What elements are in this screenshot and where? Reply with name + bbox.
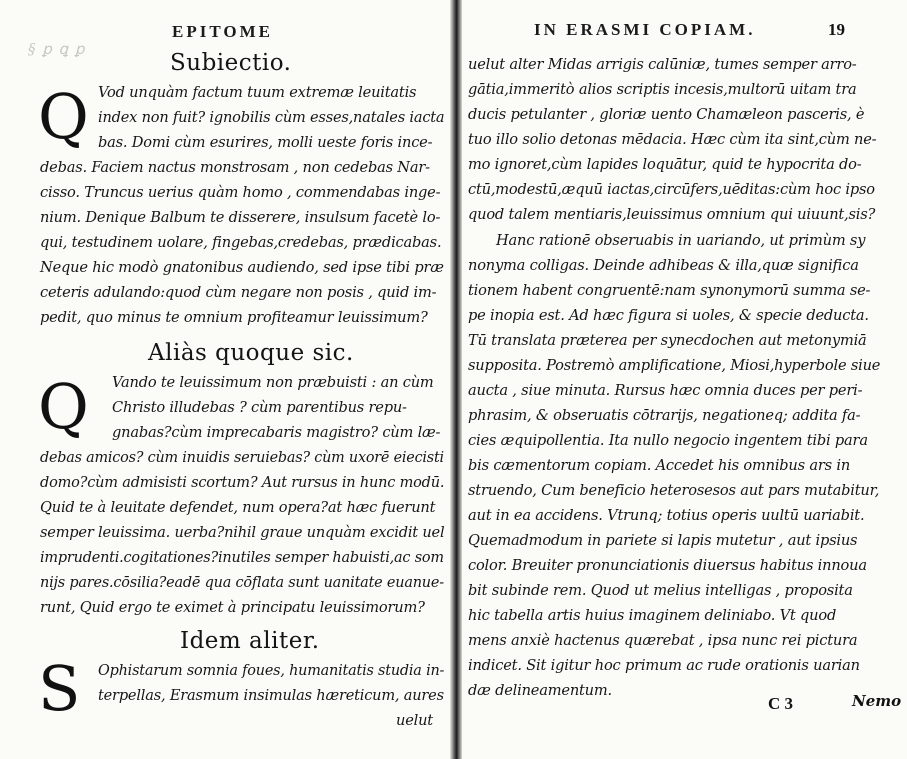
text-line: gātia,immeritò alios scriptis incesis,multorū uitam tra bbox=[468, 81, 857, 98]
text-line: supposita. Postremò amplificatione, Miosi,hyperbole siue bbox=[468, 357, 881, 374]
bleed-through-ghost-text: § ꝑ ꝗ ꝑ bbox=[28, 40, 86, 58]
text-line: bas. Domi cùm esurires, molli ueste foris ince- bbox=[98, 134, 433, 151]
catchword-left: uelut bbox=[396, 712, 433, 729]
text-line: tionem habent congruentē:nam synonymorū summa se- bbox=[468, 282, 871, 299]
text-line: color. Breuiter pronunciationis diuersus habitus innoua bbox=[468, 557, 867, 574]
text-line: Vando te leuissimum non præbuisti : an cùm bbox=[112, 374, 434, 391]
text-line: struendo, Cum beneficio heterosesos aut pars mutabitur, bbox=[468, 482, 880, 499]
section-heading-subiectio: Subiectio. bbox=[170, 50, 292, 76]
page-number: 19 bbox=[828, 20, 845, 39]
text-line: uelut alter Midas arrigis calūniæ, tumes semper arro- bbox=[468, 56, 857, 73]
text-line: Ophistarum somnia foues, humanitatis studia in- bbox=[98, 662, 445, 679]
drop-cap-initial: Q bbox=[38, 370, 89, 443]
text-line: qui, testudinem uolare, fingebas,credebas, prædicabas. bbox=[40, 234, 442, 251]
text-line: nijs pares.cōsilia?eadē qua cōflata sunt uanitate euanue- bbox=[40, 574, 444, 591]
text-line: quod talem mentiaris,leuissimus omnium qui uiuunt,sis? bbox=[468, 206, 876, 223]
section-heading-alias: Aliàs quoque sic. bbox=[148, 340, 354, 366]
text-line: debas. Faciem nactus monstrosam , non cedebas Nar- bbox=[40, 159, 430, 176]
text-line: runt, Quid ergo te eximet à principatu leuissimorum? bbox=[40, 599, 425, 616]
text-line: hic tabella artis huius imaginem deliniabo. Vt quod bbox=[468, 607, 837, 624]
text-line: nonyma colligas. Deinde adhibeas & illa,quæ significa bbox=[468, 257, 859, 274]
running-head-right: IN ERASMI COPIAM. bbox=[534, 20, 756, 39]
text-line: aucta , siue minuta. Rursus hæc omnia duces per peri- bbox=[468, 382, 863, 399]
running-head-left: EPITOME bbox=[172, 22, 273, 41]
text-line: Vod unquàm factum tuum extremæ leuitatis bbox=[98, 84, 417, 101]
drop-cap-initial: S bbox=[38, 652, 81, 725]
signature-mark: C 3 bbox=[768, 694, 794, 713]
text-line: bis cæmentorum copiam. Accedet his omnibus ars in bbox=[468, 457, 851, 474]
text-line: Neque hic modò gnatonibus audiendo, sed ipse tibi præ bbox=[40, 259, 444, 276]
text-line: imprudenti.cogitationes?inutiles semper habuisti,ac som bbox=[40, 549, 444, 566]
text-line: gnabas?cùm imprecabaris magistro? cùm læ- bbox=[112, 424, 441, 441]
text-line: Quid te à leuitate defendet, num opera?at hæc fuerunt bbox=[40, 499, 436, 516]
right-page bbox=[462, 0, 907, 759]
text-line: Quemadmodum in pariete si lapis mutetur , aut ipsius bbox=[468, 532, 858, 549]
text-line: pedit, quo minus te omnium profiteamur leuissimum? bbox=[40, 309, 428, 326]
text-line: Tū translata præterea per synecdochen aut metonymiā bbox=[468, 332, 867, 349]
text-line: cisso. Truncus uerius quàm homo , commendabas inge- bbox=[40, 184, 441, 201]
catchword-right: Nemo bbox=[852, 692, 902, 710]
text-line: mens anxiè hactenus quærebat , ipsa nunc rei pictura bbox=[468, 632, 858, 649]
text-line: phrasim, & obseruatis cōtrarijs, negationeq; addita fa- bbox=[468, 407, 861, 424]
text-line: semper leuissima. uerba?nihil graue unquàm excidit uel bbox=[40, 524, 445, 541]
text-line: mo ignoret,cùm lapides loquātur, quid te hypocrita do- bbox=[468, 156, 862, 173]
text-line: tuo illo solio detonas mēdacia. Hæc cùm ita sint,cùm ne- bbox=[468, 131, 877, 148]
drop-cap-initial: Q bbox=[38, 80, 89, 153]
text-line: debas amicos? cùm inuidis seruiebas? cùm uxorē eiecisti bbox=[40, 449, 444, 466]
text-line: ceteris adulando:quod cùm negare non posis , quid im- bbox=[40, 284, 437, 301]
text-line: aut in ea accidens. Vtrunq; totius operis uultū uariabit. bbox=[468, 507, 865, 524]
text-line: pe inopia est. Ad hæc figura si uoles, & specie deducta. bbox=[468, 307, 869, 324]
text-line: nium. Denique Balbum te disserere, insulsum facetè lo- bbox=[40, 209, 441, 226]
text-line: ctū,modestū,æquū iactas,circūfers,uēditas:cùm hoc ipso bbox=[468, 181, 875, 198]
book-gutter bbox=[450, 0, 462, 759]
text-line: Christo illudebas ? cùm parentibus repu- bbox=[112, 399, 407, 416]
text-line: indicet. Sit igitur hoc primum ac rude orationis uarian bbox=[468, 657, 860, 674]
text-line: ducis petulanter , gloriæ uento Chamæleon pasceris, è bbox=[468, 106, 865, 123]
text-line: dæ delineamentum. bbox=[468, 682, 612, 699]
text-line: bit subinde rem. Quod ut melius intelligas , proposita bbox=[468, 582, 853, 599]
text-line: terpellas, Erasmum insimulas hæreticum, aures bbox=[98, 687, 444, 704]
text-line: index non fuit? ignobilis cùm esses,natales iacta bbox=[98, 109, 445, 126]
text-line: domo?cùm admisisti scortum? Aut rursus in hunc modū. bbox=[40, 474, 445, 491]
text-line: cies æquipollentia. Ita nullo negocio ingentem tibi para bbox=[468, 432, 868, 449]
text-line: Hanc rationē obseruabis in uariando, ut primùm sy bbox=[496, 232, 866, 249]
left-page bbox=[0, 0, 450, 759]
section-heading-idem-aliter: Idem aliter. bbox=[180, 628, 320, 654]
